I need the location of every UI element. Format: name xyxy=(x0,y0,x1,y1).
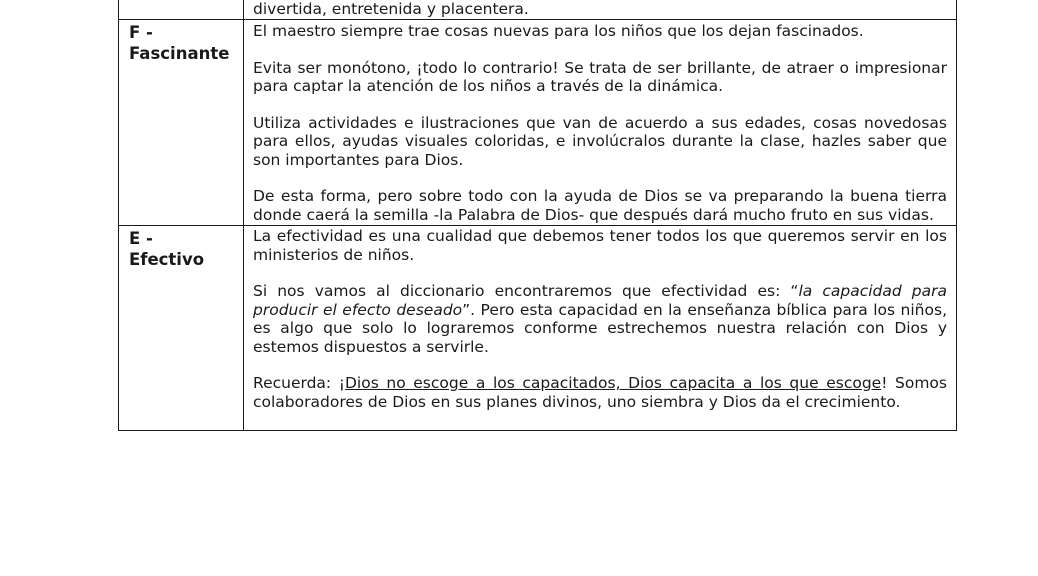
paragraph: Evita ser monótono, ¡todo lo contrario! Se trata de ser brillante, de atraer o impresionar para captar la atención de los niños a través de la dinámica. xyxy=(253,58,947,95)
definition-rest: ”. Pero esta capacidad en la enseñanza bíblica para los niños, es algo que solo lo lograremos conforme estrechemos nuestra relación con Dios y estemos dispuestos a servirle. xyxy=(253,300,947,356)
reminder-paragraph xyxy=(253,374,947,411)
label-cell-fascinante xyxy=(119,20,244,226)
label-letter-e: E - xyxy=(129,229,153,248)
label-word-efectivo: Efectivo xyxy=(129,250,205,269)
text-cell-previous xyxy=(244,0,957,20)
paragraph: La efectividad es una cualidad que debemos tener todos los que queremos servir en los ministerios de niños. xyxy=(253,227,947,264)
reminder-lead: Recuerda: ¡ xyxy=(253,374,345,392)
label-cell-previous xyxy=(119,0,244,20)
label-letter-f: F - xyxy=(129,23,153,42)
paragraph: El maestro siempre trae cosas nuevas para los niños que los dejan fascinados. xyxy=(253,22,864,40)
label-cell-efectivo xyxy=(119,226,244,431)
text-cell-fascinante xyxy=(244,20,957,226)
text-cell-efectivo xyxy=(244,226,957,431)
table-row-efectivo xyxy=(119,226,957,431)
table-row-fascinante xyxy=(119,20,957,226)
label-word-fascinante: Fascinante xyxy=(129,44,230,63)
definition-lead: Si nos vamos al diccionario encontraremos que efectividad es: “ xyxy=(253,282,799,300)
reminder-rest: ! Somos colaboradores de Dios en sus planes divinos, uno siembra y Dios da el crecimiento. xyxy=(253,374,947,411)
attributes-table xyxy=(118,0,957,431)
previous-row-text: divertida, entretenida y placentera. xyxy=(253,0,529,18)
table-row-previous xyxy=(119,0,957,20)
definition-paragraph xyxy=(253,282,947,356)
paragraph: Utiliza actividades e ilustraciones que van de acuerdo a sus edades, cosas novedosas para ellos, ayudas visuales coloridas, e involúcralos durante la clase, hazles saber que son importantes para Dios. xyxy=(253,113,947,169)
definition-quote: la capacidad para producir el efecto deseado xyxy=(253,282,948,319)
paragraph: De esta forma, pero sobre todo con la ayuda de Dios se va preparando la buena tierra donde caerá la semilla -la Palabra de Dios- que después dará mucho fruto en sus vidas. xyxy=(253,187,947,224)
reminder-underlined: Dios no escoge a los capacitados, Dios capacita a los que escoge xyxy=(344,374,882,392)
